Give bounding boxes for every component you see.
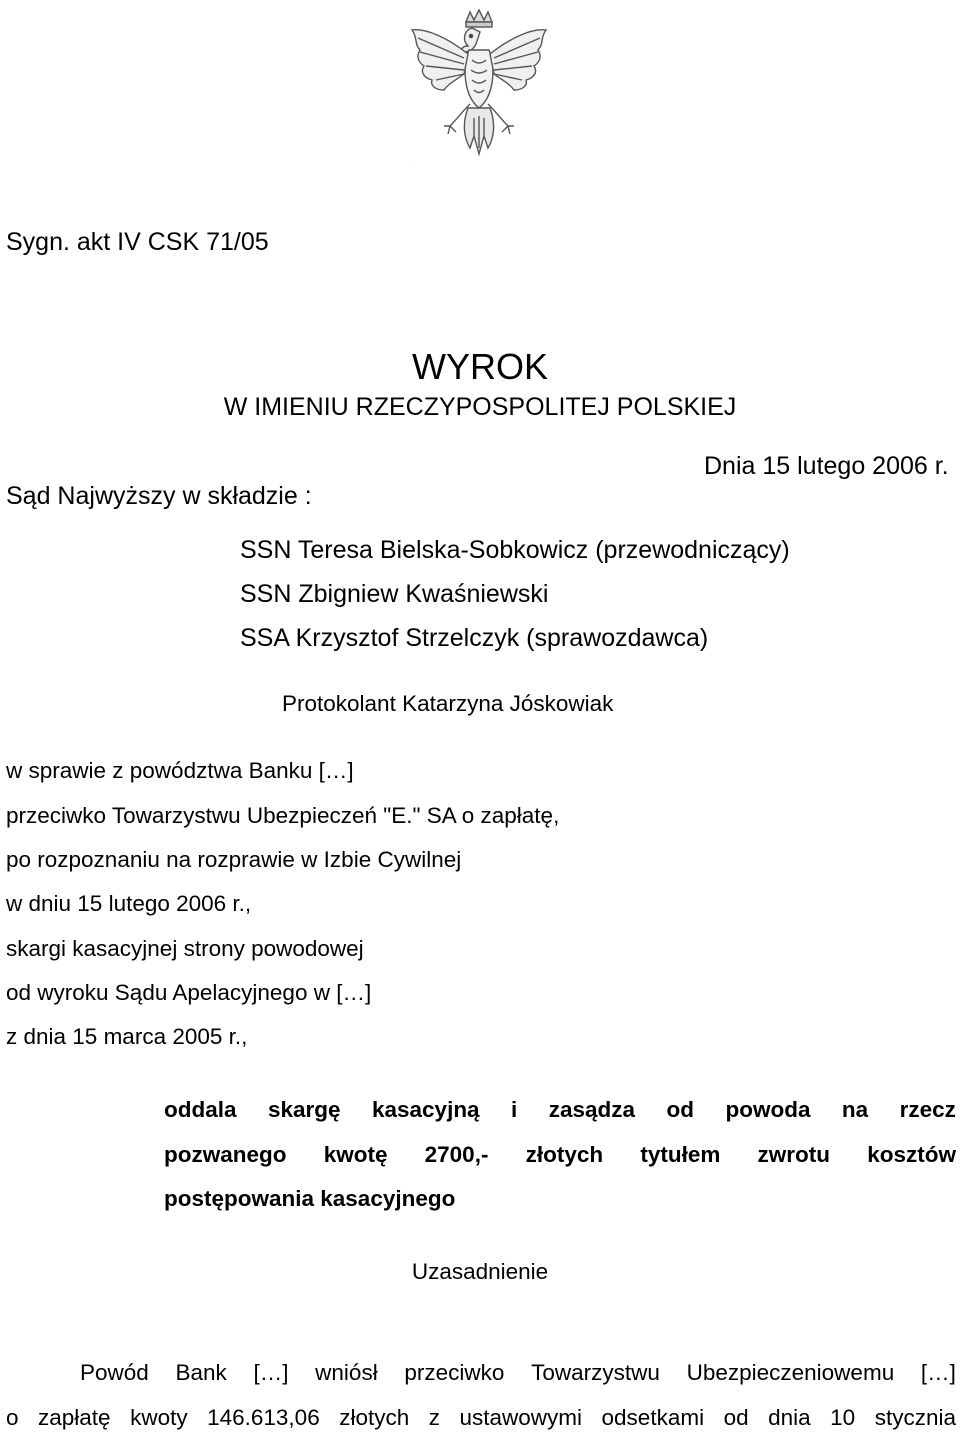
case-line: z dnia 15 marca 2005 r., [6,1024,248,1049]
verdict-line: pozwanego kwotę 2700,- złotych tytułem zwrotu kosztów [164,1142,956,1167]
polish-eagle-emblem [404,8,554,166]
judgment-date: Dnia 15 lutego 2006 r. [704,452,949,480]
verdict-line: postępowania kasacyjnego [164,1186,456,1211]
document-subtitle: W IMIENIU RZECZYPOSPOLITEJ POLSKIEJ [223,393,737,421]
court-clerk: Protokolant Katarzyna Jóskowiak [282,691,614,716]
case-line: po rozpoznaniu na rozprawie w Izbie Cywilnej [6,847,462,872]
case-line: od wyroku Sądu Apelacyjnego w […] [6,980,372,1005]
justification-heading: Uzasadnienie [411,1259,549,1284]
judge-presiding: SSN Teresa Bielska-Sobkowicz (przewodniczący) [240,536,790,564]
case-signature: Sygn. akt IV CSK 71/05 [6,228,269,256]
document-title: WYROK [411,346,548,387]
judge-rapporteur: SSA Krzysztof Strzelczyk (sprawozdawca) [240,624,709,652]
case-line: przeciwko Towarzystwu Ubezpieczeń "E." SA o zapłatę, [6,803,560,828]
case-line: w sprawie z powództwa Banku […] [6,758,354,783]
judge-member: SSN Zbigniew Kwaśniewski [240,580,549,608]
justification-line: o zapłatę kwoty 146.613,06 złotych z ustawowymi odsetkami od dnia 10 stycznia [6,1405,956,1430]
justification-line: Powód Bank […] wniósł przeciwko Towarzystwu Ubezpieczeniowemu […] [80,1360,956,1385]
court-composition-label: Sąd Najwyższy w składzie : [6,482,312,510]
verdict-line: oddala skargę kasacyjną i zasądza od powoda na rzecz [164,1097,956,1122]
case-line: w dniu 15 lutego 2006 r., [6,891,252,916]
case-line: skargi kasacyjnej strony powodowej [6,936,364,961]
svg-text:·: · [410,158,412,164]
